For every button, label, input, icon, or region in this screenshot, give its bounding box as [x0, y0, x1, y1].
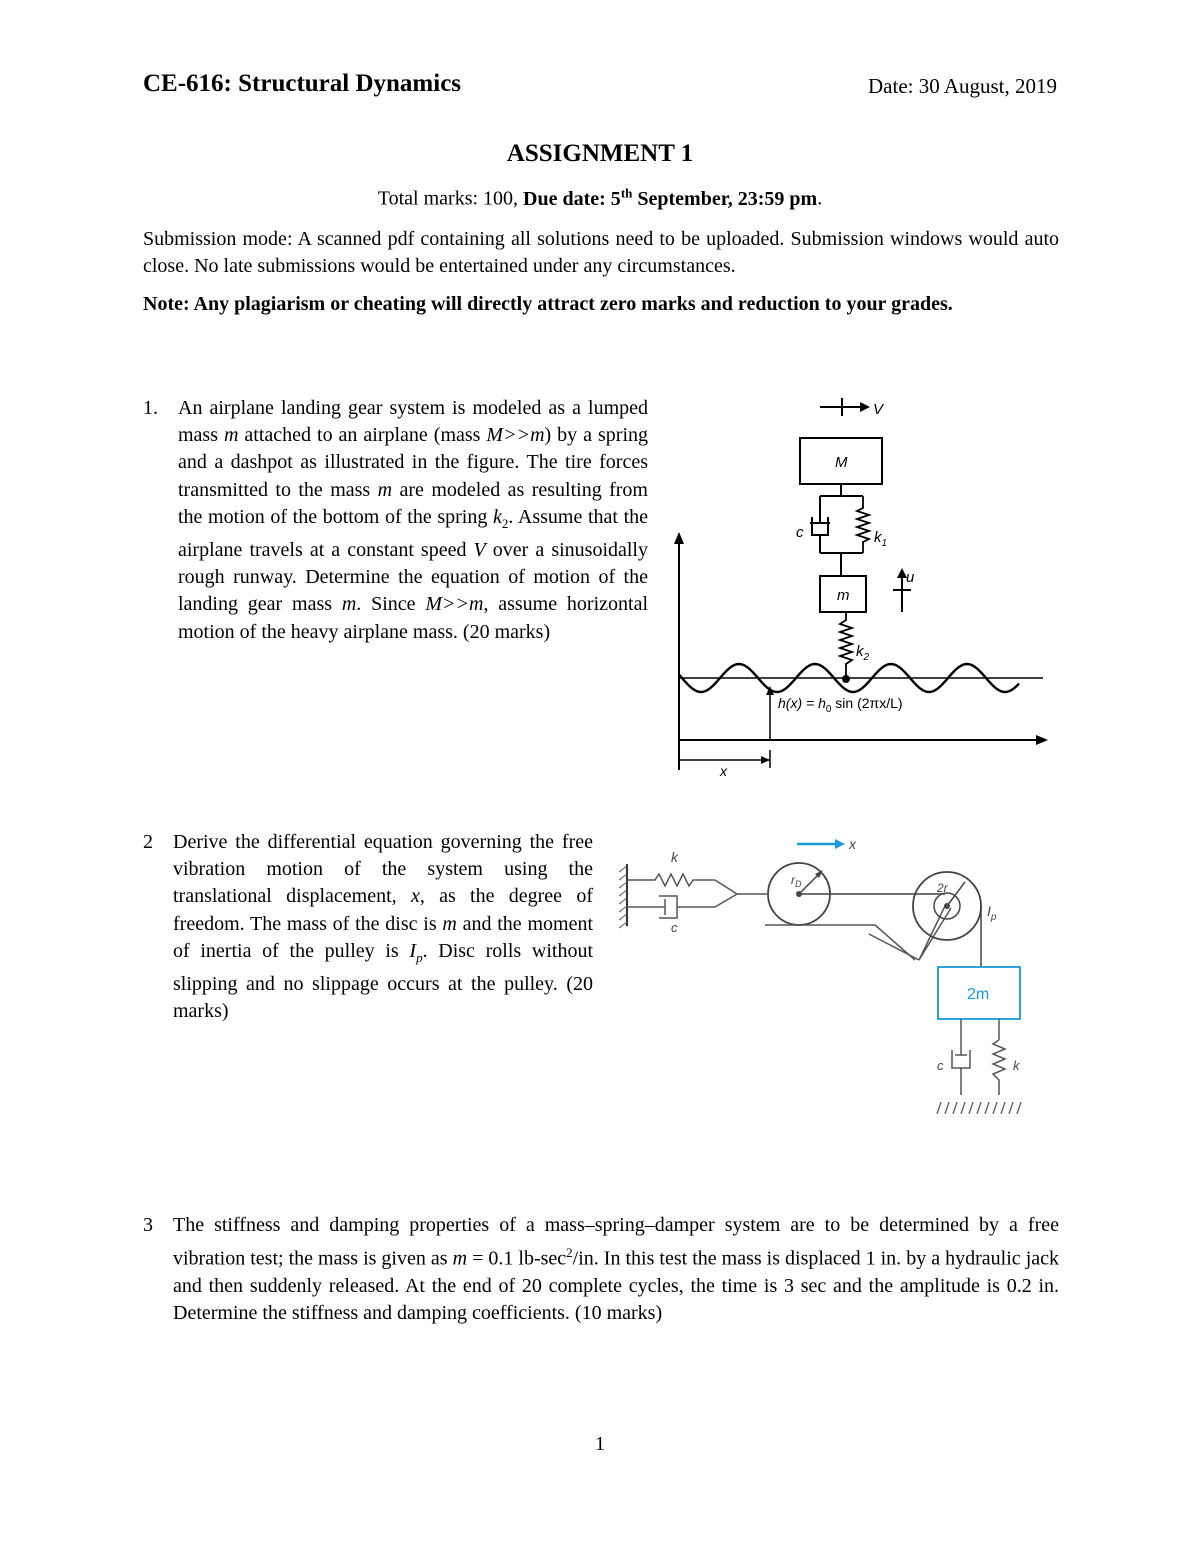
pulley-inertia-label: $I_p$ — [987, 903, 997, 923]
spring-k-bottom-label: k — [1013, 1058, 1020, 1073]
spring-k1 — [857, 496, 869, 553]
displacement-u-label: u — [906, 569, 915, 586]
q1-number: 1. — [143, 397, 158, 419]
hanging-mass-label: 2m — [967, 986, 990, 1003]
damper-c-left-label: c — [671, 920, 678, 935]
x-direction-label: x — [849, 836, 856, 852]
spring-k-left — [627, 874, 715, 886]
ground-hatch — [937, 1102, 1021, 1114]
landing-gear-figure — [660, 390, 1060, 780]
spring-k-left-label: k — [671, 849, 678, 865]
q1-text: An airplane landing gear system is modeled as a lumped mass m attached to an airplane (mass M>>m) by a spring and a dashpot as illustrated in the figure. The tire forces transmitted to the mass m are modeled as resulting from the motion of the bottom of the spring $k_2$. Assume that the airplane travels at a constant speed V over a sinusoidally rough runway. Determine the equation of motion of the landing gear mass m. Since M>>m, assume horizontal motion of the heavy airplane mass. (20 marks) — [178, 397, 649, 643]
plagiarism-note: Note: Any plagiarism or cheating will directly attract zero marks and reduction to your grades. — [143, 293, 953, 315]
pulley-radius-label: 2r — [937, 881, 948, 895]
disc-radius-label: $r_D$ — [791, 873, 802, 889]
marks-line: Total marks: 100, Due date: 5th September, 23:59 pm. — [377, 185, 823, 210]
disc-pulley-figure — [615, 830, 1060, 1120]
document-date: Date: 30 August, 2019 — [868, 74, 1057, 98]
spring-k2-label: $k_2$ — [856, 643, 870, 663]
submission-mode: Submission mode: A scanned pdf containing all solutions need to be uploaded. Submission windows would auto close. No late submissions would be entertained under any circumstances. — [143, 228, 1059, 277]
spring-k2 — [840, 612, 852, 676]
spring-k-bottom — [993, 1040, 1005, 1095]
q2-number: 2 — [143, 831, 153, 853]
x-dimension-label: x — [720, 763, 727, 779]
velocity-label: V — [873, 401, 884, 418]
page-number: 1 — [595, 1433, 605, 1455]
due-date: Due date: 5th September, 23:59 pm — [523, 185, 818, 210]
assignment-title: ASSIGNMENT 1 — [506, 140, 694, 167]
airplane-mass-label: M — [835, 454, 848, 471]
damper-c-label: c — [796, 524, 804, 541]
q3-number: 3 — [143, 1214, 153, 1236]
q3-text: The stiffness and damping properties of a mass–spring–damper system are to be determined by a free vibration test; the mass is given as m = 0.1 $lb-\sec^2/in$. In this test the mass is displaced 1 in. by a hydraulic jack and then suddenly released. At the end of 20 complete cycles, the time is 3 sec and the amplitude is 0.2 in. Determine the stiffness and damping coefficients. (10 marks) — [173, 1214, 1059, 1325]
runway-equation-label: $h(x) = h_0$ sin (2πx/L) — [778, 695, 903, 715]
total-marks: Total marks: 100, — [377, 187, 524, 210]
spring-k1-label: $k_1$ — [874, 529, 888, 549]
damper-c-bottom-label: c — [937, 1058, 944, 1073]
gear-mass-label: m — [837, 587, 850, 604]
course-title: CE-616: Structural Dynamics — [143, 70, 462, 97]
q2-text: Derive the differential equation governing the free vibration motion of the system using the translational displacement, x, as the degree of freedom. The mass of the disc is m and the moment of inertia of the pulley is $I_p$. Disc rolls without slipping and no slippage occurs at the pulley. (20 marks) — [173, 831, 594, 1023]
